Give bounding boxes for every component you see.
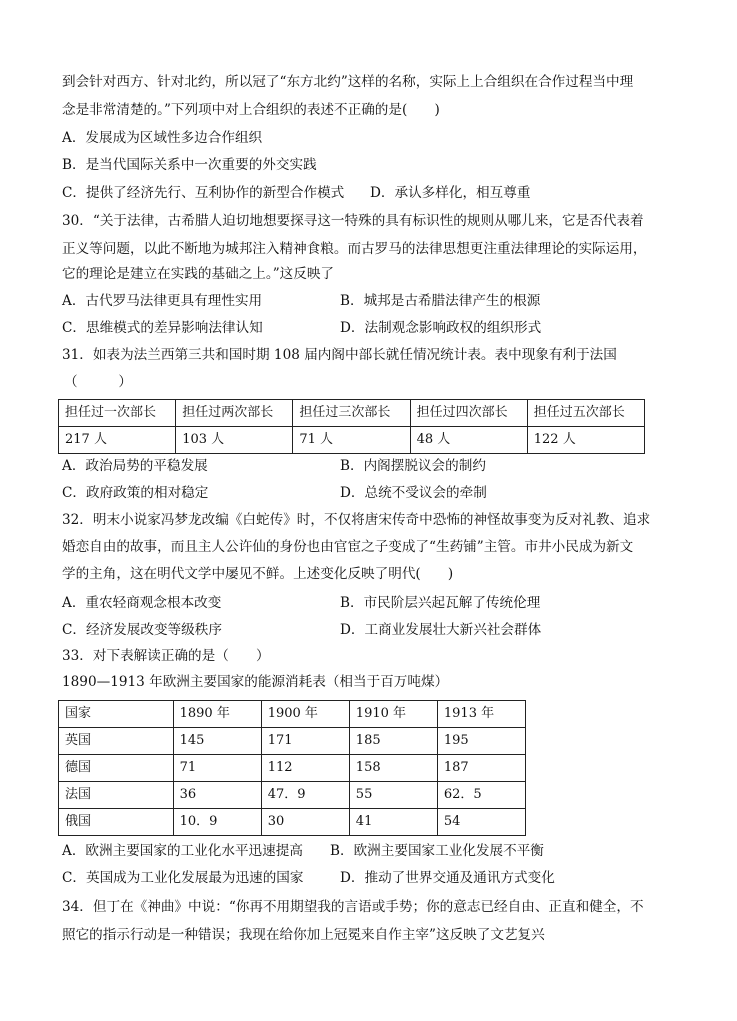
table-row — [59, 755, 526, 782]
q31-option-b: B．内阁摆脱议会的制约 — [340, 458, 486, 474]
table-cell: 158 — [349, 755, 437, 782]
q34-text-line2: 照它的指示行动是一种错误；我现在给你加上冠冕来自作主宰”这反映了文艺复兴 — [62, 927, 545, 943]
table-header-cell: 1910 年 — [349, 701, 437, 728]
q33-option-b: B．欧洲主要国家工业化发展不平衡 — [330, 843, 544, 859]
q31-option-c: C．政府政策的相对稳定 — [62, 485, 209, 501]
q32-option-d: D．工商业发展壮大新兴社会群体 — [340, 622, 542, 638]
table-header-cell: 国家 — [59, 701, 174, 728]
q30-option-c: C．思维模式的差异影响法律认知 — [62, 320, 263, 336]
q31-text-line1: 31．如表为法兰西第三共和国时期 108 届内阁中部长就任情况统计表。表中现象有利于法国 — [62, 347, 617, 363]
table-cell: 122 人 — [527, 427, 644, 454]
table-header-cell: 担任过一次部长 — [59, 400, 176, 427]
q30-option-a: A．古代罗马法律更具有理性实用 — [62, 293, 263, 309]
table-cell: 54 — [437, 809, 525, 836]
q33-option-d: D．推动了世界交通及通讯方式变化 — [340, 870, 555, 886]
q33-energy-table — [58, 700, 526, 836]
q30-option-b: B．城邦是古希腊法律产生的根源 — [340, 293, 541, 309]
table-cell: 185 — [349, 728, 437, 755]
q33-option-c: C．英国成为工业化发展最为迅速的国家 — [62, 870, 304, 886]
table-cell: 187 — [437, 755, 525, 782]
q30-text-line1: 30．“关于法律，古希腊人迫切地想要探寻这一特殊的具有标识性的规则从哪儿来，它是否代表着 — [62, 213, 644, 229]
table-cell: 217 人 — [59, 427, 176, 454]
table-header-row — [59, 400, 645, 427]
q29-option-d: D．承认多样化，相互尊重 — [370, 185, 531, 201]
table-cell: 171 — [261, 728, 349, 755]
q30-text-line2: 正义等问题，以此不断地为城邦注入精神食粮。而古罗马的法律思想更注重法律理论的实际运用， — [62, 241, 647, 257]
table-cell: 48 人 — [410, 427, 527, 454]
q30-option-d: D．法制观念影响政权的组织形式 — [340, 320, 542, 336]
q34-text-line1: 34．但丁在《神曲》中说：“你再不用期望我的言语或手势；你的意志已经自由、正直和健全，不 — [62, 899, 644, 915]
table-row — [59, 728, 526, 755]
table-cell: 36 — [173, 782, 261, 809]
table-cell: 62．5 — [437, 782, 525, 809]
table-row — [59, 782, 526, 809]
q32-text-line3: 学的主角，这在明代文学中屡见不鲜。上述变化反映了明代( ) — [62, 566, 454, 582]
q33-option-a: A．欧洲主要国家的工业化水平迅速提高 — [62, 843, 303, 859]
q29-option-a: A．发展成为区域性多边合作组织 — [62, 130, 263, 146]
q32-text-line1: 32．明末小说家冯梦龙改编《白蛇传》时，不仅将唐宋传奇中恐怖的神怪故事变为反对礼教、追求 — [62, 512, 651, 528]
q31-minister-table — [58, 399, 645, 454]
table-cell: 112 — [261, 755, 349, 782]
table-header-cell: 担任过五次部长 — [527, 400, 644, 427]
q29-text-line1: 到会针对西方、针对北约，所以冠了“东方北约”这样的名称，实际上上合组织在合作过程当中理 — [62, 74, 634, 90]
table-header-row — [59, 701, 526, 728]
table-cell: 10．9 — [173, 809, 261, 836]
table-header-cell: 1900 年 — [261, 701, 349, 728]
q29-option-b: B．是当代国际关系中一次重要的外交实践 — [62, 157, 317, 173]
q31-text-line2: （ ） — [64, 374, 132, 390]
table-header-cell: 担任过三次部长 — [293, 400, 410, 427]
table-cell: 41 — [349, 809, 437, 836]
q29-option-c: C．提供了经济先行、互利协作的新型合作模式 — [62, 185, 345, 201]
table-row — [59, 809, 526, 836]
q29-text-line2: 念是非常清楚的。”下列项中对上合组织的表述不正确的是( ) — [62, 102, 440, 118]
table-cell: 103 人 — [176, 427, 293, 454]
q30-text-line3: 它的理论是建立在实践的基础之上。”这反映了 — [62, 266, 335, 282]
q32-option-b: B．市民阶层兴起瓦解了传统伦理 — [340, 595, 541, 611]
table-cell: 195 — [437, 728, 525, 755]
table-cell: 47．9 — [261, 782, 349, 809]
table-cell: 71 — [173, 755, 261, 782]
table-cell: 俄国 — [59, 809, 174, 836]
table-cell: 145 — [173, 728, 261, 755]
q32-option-c: C．经济发展改变等级秩序 — [62, 622, 222, 638]
table-cell: 71 人 — [293, 427, 410, 454]
table-cell: 英国 — [59, 728, 174, 755]
q33-table-title: 1890—1913 年欧洲主要国家的能源消耗表（相当于百万吨煤） — [62, 674, 449, 690]
table-header-cell: 担任过两次部长 — [176, 400, 293, 427]
q32-text-line2: 婚恋自由的故事，而且主人公许仙的身份也由官宦之子变成了“生药铺”主管。市井小民成为新文 — [62, 539, 634, 555]
table-cell: 法国 — [59, 782, 174, 809]
q31-option-a: A．政治局势的平稳发展 — [62, 458, 208, 474]
q32-option-a: A．重农轻商观念根本改变 — [62, 595, 222, 611]
table-header-cell: 1890 年 — [173, 701, 261, 728]
table-cell: 德国 — [59, 755, 174, 782]
q33-text-line1: 33．对下表解读正确的是（ ） — [62, 648, 270, 664]
table-cell: 55 — [349, 782, 437, 809]
q31-option-d: D．总统不受议会的牵制 — [340, 485, 487, 501]
table-header-cell: 担任过四次部长 — [410, 400, 527, 427]
table-header-cell: 1913 年 — [437, 701, 525, 728]
table-row — [59, 427, 645, 454]
table-cell: 30 — [261, 809, 349, 836]
